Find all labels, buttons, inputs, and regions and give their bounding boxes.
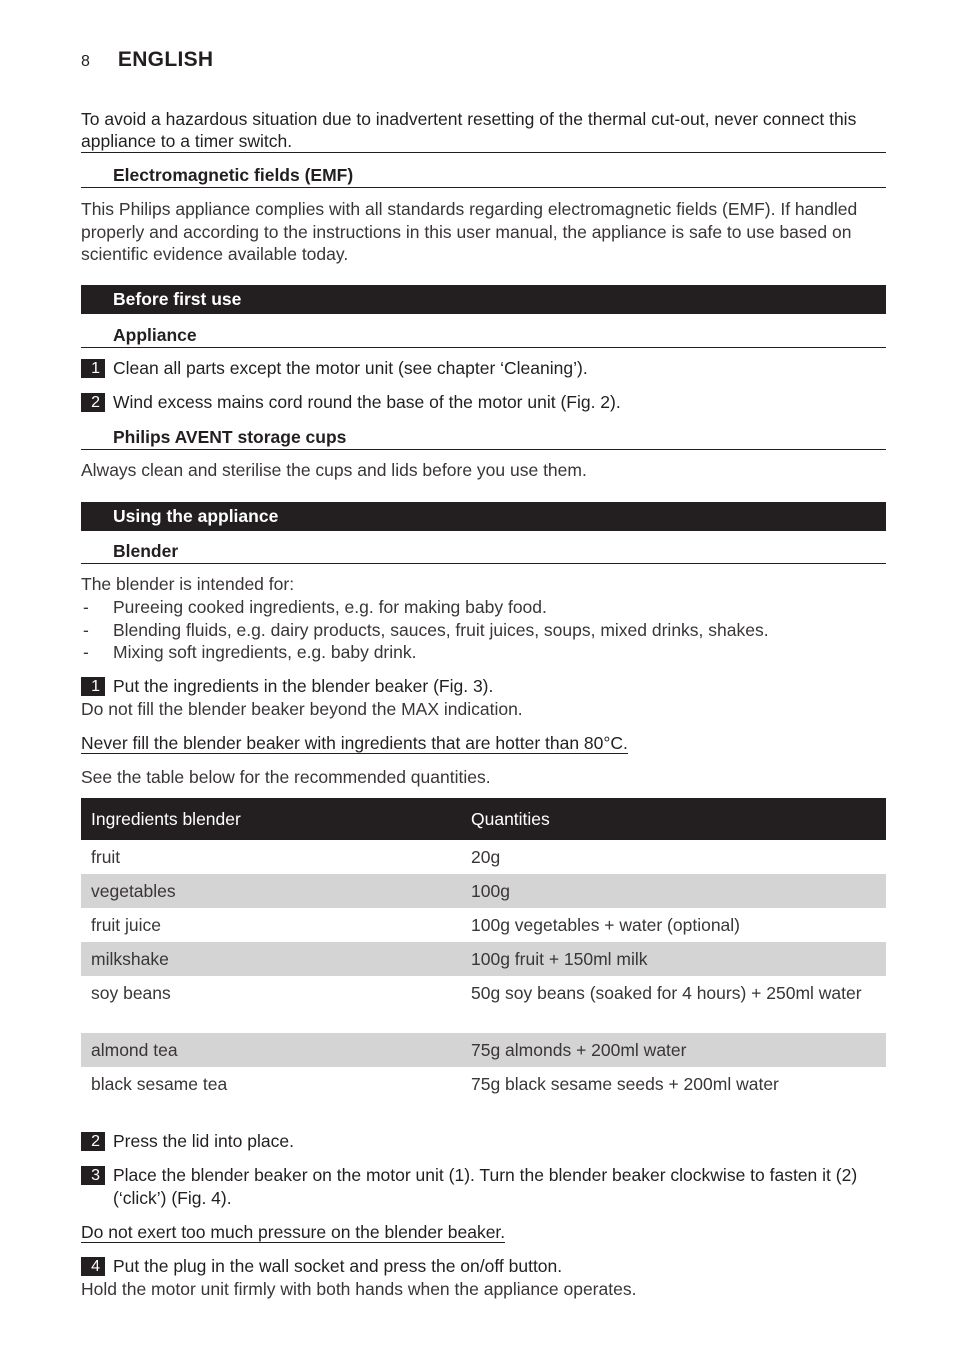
page-header bbox=[81, 48, 213, 72]
table-row: fruit juice 100g vegetables + water (optional) bbox=[91, 915, 740, 935]
step-number: 4 bbox=[81, 1257, 105, 1276]
step-4-plug-in bbox=[81, 1255, 886, 1278]
list-item: - Blending fluids, e.g. dairy products, sauces, fruit juices, soups, mixed drinks, shakes. bbox=[83, 619, 769, 640]
table-row: black sesame tea 75g black sesame seeds + 200ml water bbox=[91, 1074, 779, 1094]
hot-ingredients-warning: Never fill the blender beaker with ingredients that are hotter than 80°C. bbox=[81, 733, 628, 753]
column-header-quantities: Quantities bbox=[461, 798, 886, 840]
bullet-dash: - bbox=[83, 642, 89, 662]
thermal-warning: To avoid a hazardous situation due to inadvertent resetting of the thermal cut-out, never connect this appliance to a timer switch. bbox=[81, 108, 886, 153]
table-row: vegetables 100g bbox=[81, 874, 886, 908]
emf-text: This Philips appliance complies with all standards regarding electromagnetic fields (EMF). If handled properly and according to the instructions in this user manual, the appliance is safe to use based on scientific evidence available today. bbox=[81, 199, 858, 264]
language-title: ENGLISH bbox=[117, 48, 214, 71]
step-1-ingredients bbox=[81, 675, 886, 698]
max-indication-note: Do not fill the blender beaker beyond the MAX indication. bbox=[81, 699, 523, 719]
table-header-row bbox=[81, 798, 886, 840]
step-number: 1 bbox=[81, 677, 105, 696]
emf-heading: Electromagnetic fields (EMF) bbox=[81, 162, 886, 188]
table-row: almond tea 75g almonds + 200ml water bbox=[81, 1033, 886, 1067]
hold-motor-note: Hold the motor unit firmly with both hands when the appliance operates. bbox=[81, 1279, 637, 1299]
step-text: Place the blender beaker on the motor unit (1). Turn the blender beaker clockwise to fasten it (2) (‘click’) (Fig. 4). bbox=[113, 1165, 858, 1208]
step-1-clean bbox=[81, 357, 886, 380]
step-2-lid bbox=[81, 1130, 886, 1153]
step-3-place-beaker bbox=[81, 1164, 886, 1209]
step-text: Press the lid into place. bbox=[113, 1131, 294, 1151]
quantities-table bbox=[81, 798, 886, 1101]
table-row: soy beans 50g soy beans (soaked for 4 hours) + 250ml water bbox=[91, 983, 862, 1003]
storage-cups-text: Always clean and sterilise the cups and lids before you use them. bbox=[81, 460, 587, 480]
step-text: Put the plug in the wall socket and press the on/off button. bbox=[113, 1256, 563, 1276]
table-row: milkshake 100g fruit + 150ml milk bbox=[81, 942, 886, 976]
bullet-dash: - bbox=[83, 619, 89, 640]
column-header-ingredients: Ingredients blender bbox=[81, 798, 461, 840]
step-2-wind-cord bbox=[81, 391, 886, 414]
table-row: fruit 20g bbox=[91, 847, 501, 867]
list-item: - Pureeing cooked ingredients, e.g. for making baby food. bbox=[83, 597, 547, 617]
before-first-use-heading: Before first use bbox=[81, 285, 886, 314]
bullet-dash: - bbox=[83, 597, 89, 617]
page-number: 8 bbox=[81, 53, 90, 70]
table-intro: See the table below for the recommended quantities. bbox=[81, 767, 491, 787]
blender-intro: The blender is intended for: bbox=[81, 574, 295, 594]
step-number: 2 bbox=[81, 1132, 105, 1151]
step-number: 1 bbox=[81, 359, 105, 378]
step-number: 2 bbox=[81, 393, 105, 412]
blender-heading: Blender bbox=[81, 538, 886, 564]
using-appliance-heading: Using the appliance bbox=[81, 502, 886, 531]
pressure-warning: Do not exert too much pressure on the blender beaker. bbox=[81, 1222, 506, 1242]
appliance-heading: Appliance bbox=[81, 322, 886, 348]
step-text: Wind excess mains cord round the base of the motor unit (Fig. 2). bbox=[113, 392, 621, 412]
blender-uses-list bbox=[81, 596, 886, 664]
storage-cups-heading: Philips AVENT storage cups bbox=[81, 424, 886, 450]
list-item: - Mixing soft ingredients, e.g. baby drink. bbox=[83, 642, 417, 662]
step-text: Clean all parts except the motor unit (see chapter ‘Cleaning’). bbox=[113, 358, 588, 378]
step-text: Put the ingredients in the blender beaker (Fig. 3). bbox=[113, 676, 494, 696]
step-number: 3 bbox=[81, 1166, 105, 1185]
